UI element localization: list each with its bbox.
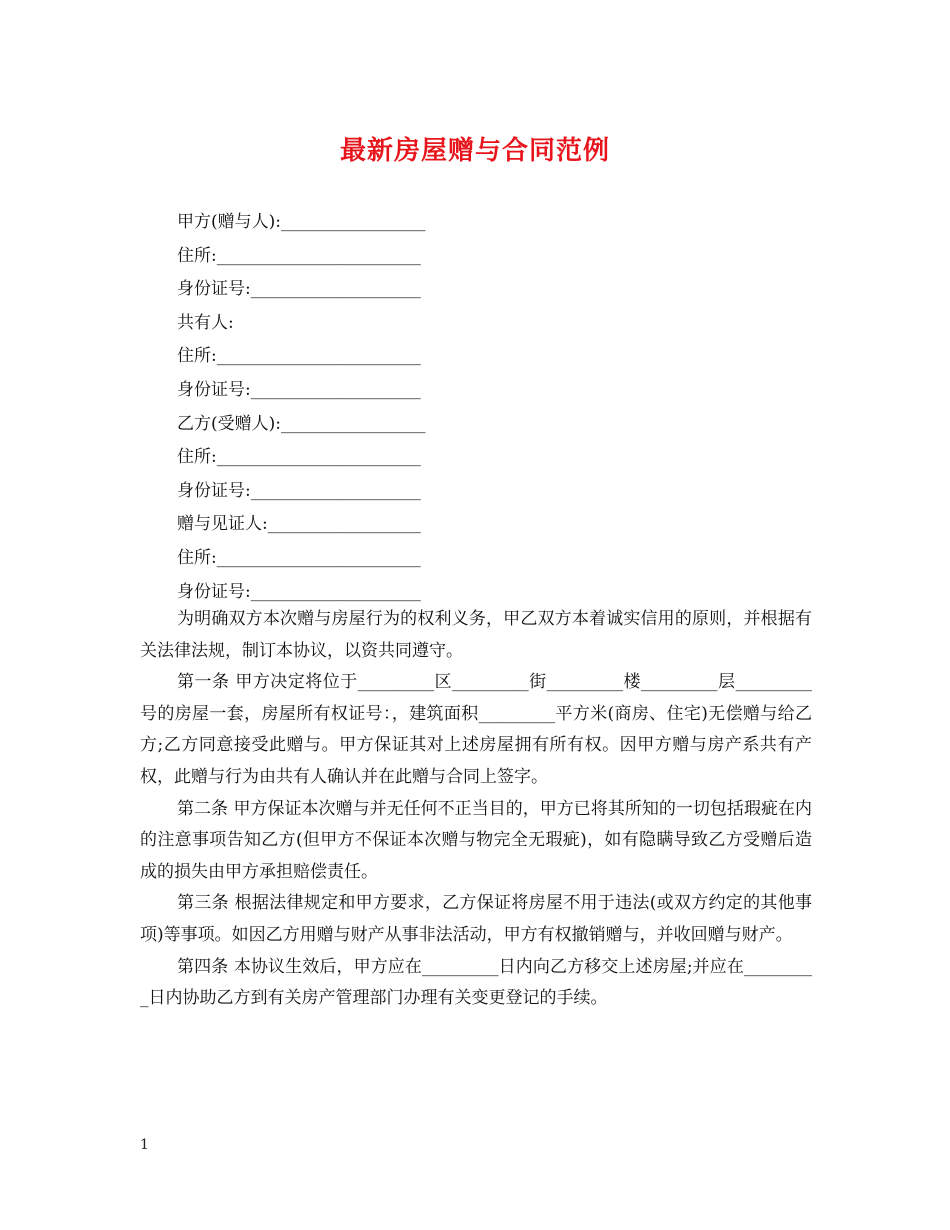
field-witness-address: 住所:________________________ xyxy=(177,547,421,568)
field-co-owner-id: 身份证号:____________________ xyxy=(177,379,421,400)
field-co-owner-address: 住所:________________________ xyxy=(177,346,421,367)
contract-body xyxy=(140,604,812,1015)
article-2-paragraph: 第二条 甲方保证本次赠与并无任何不正当目的，甲方已将其所知的一切包括瑕疵在内的注意事项告知乙方(但甲方不保证本次赠与物完全无瑕疵)，如有隐瞒导致乙方受赠后造成的损失由甲方承担赔偿责任。 xyxy=(140,798,812,882)
field-donee-address: 住所:________________________ xyxy=(177,447,421,468)
field-witness-id: 身份证号:____________________ xyxy=(177,581,421,602)
field-donor: 甲方(赠与人):_________________ xyxy=(177,212,426,232)
field-donor-id: 身份证号:____________________ xyxy=(177,279,421,300)
field-co-owner: 共有人: xyxy=(177,312,234,333)
article-3-paragraph: 第三条 根据法律规定和甲方要求，乙方保证将房屋不用于违法(或双方约定的其他事项)等事项。如因乙方用赠与财产从事非法活动，甲方有权撤销赠与，并收回赠与财产。 xyxy=(140,893,812,945)
article-1-paragraph: 第一条 甲方决定将位于_________区_________街_________楼_________层_________号的房屋一套，房屋所有权证号：，建筑面积_________平方米(商房、住宅)无偿赠与给乙方;乙方同意接受此赠与。甲方保证其对上述房屋拥有所有权。因甲方赠与房产系共有产权，此赠与行为由共有人确认并在此赠与合同上签字。 xyxy=(140,672,812,787)
field-witness: 赠与见证人:__________________ xyxy=(177,514,421,535)
field-donee: 乙方(受赠人):_________________ xyxy=(177,413,426,434)
field-donee-id: 身份证号:____________________ xyxy=(177,480,421,501)
article-4-paragraph: 第四条 本协议生效后，甲方应在_________日内向乙方移交上述房屋;并应在_________日内协助乙方到有关房产管理部门办理有关变更登记的手续。 xyxy=(140,956,812,1009)
document-title: 最新房屋赠与合同范例 xyxy=(339,136,610,166)
party-fields xyxy=(177,206,777,609)
page-number: 1 xyxy=(140,1137,149,1153)
field-donor-address: 住所:________________________ xyxy=(177,245,421,266)
preamble-paragraph: 为明确双方本次赠与房屋行为的权利义务，甲乙双方本着诚实信用的原则，并根据有关法律法规，制订本协议，以资共同遵守。 xyxy=(140,609,812,661)
